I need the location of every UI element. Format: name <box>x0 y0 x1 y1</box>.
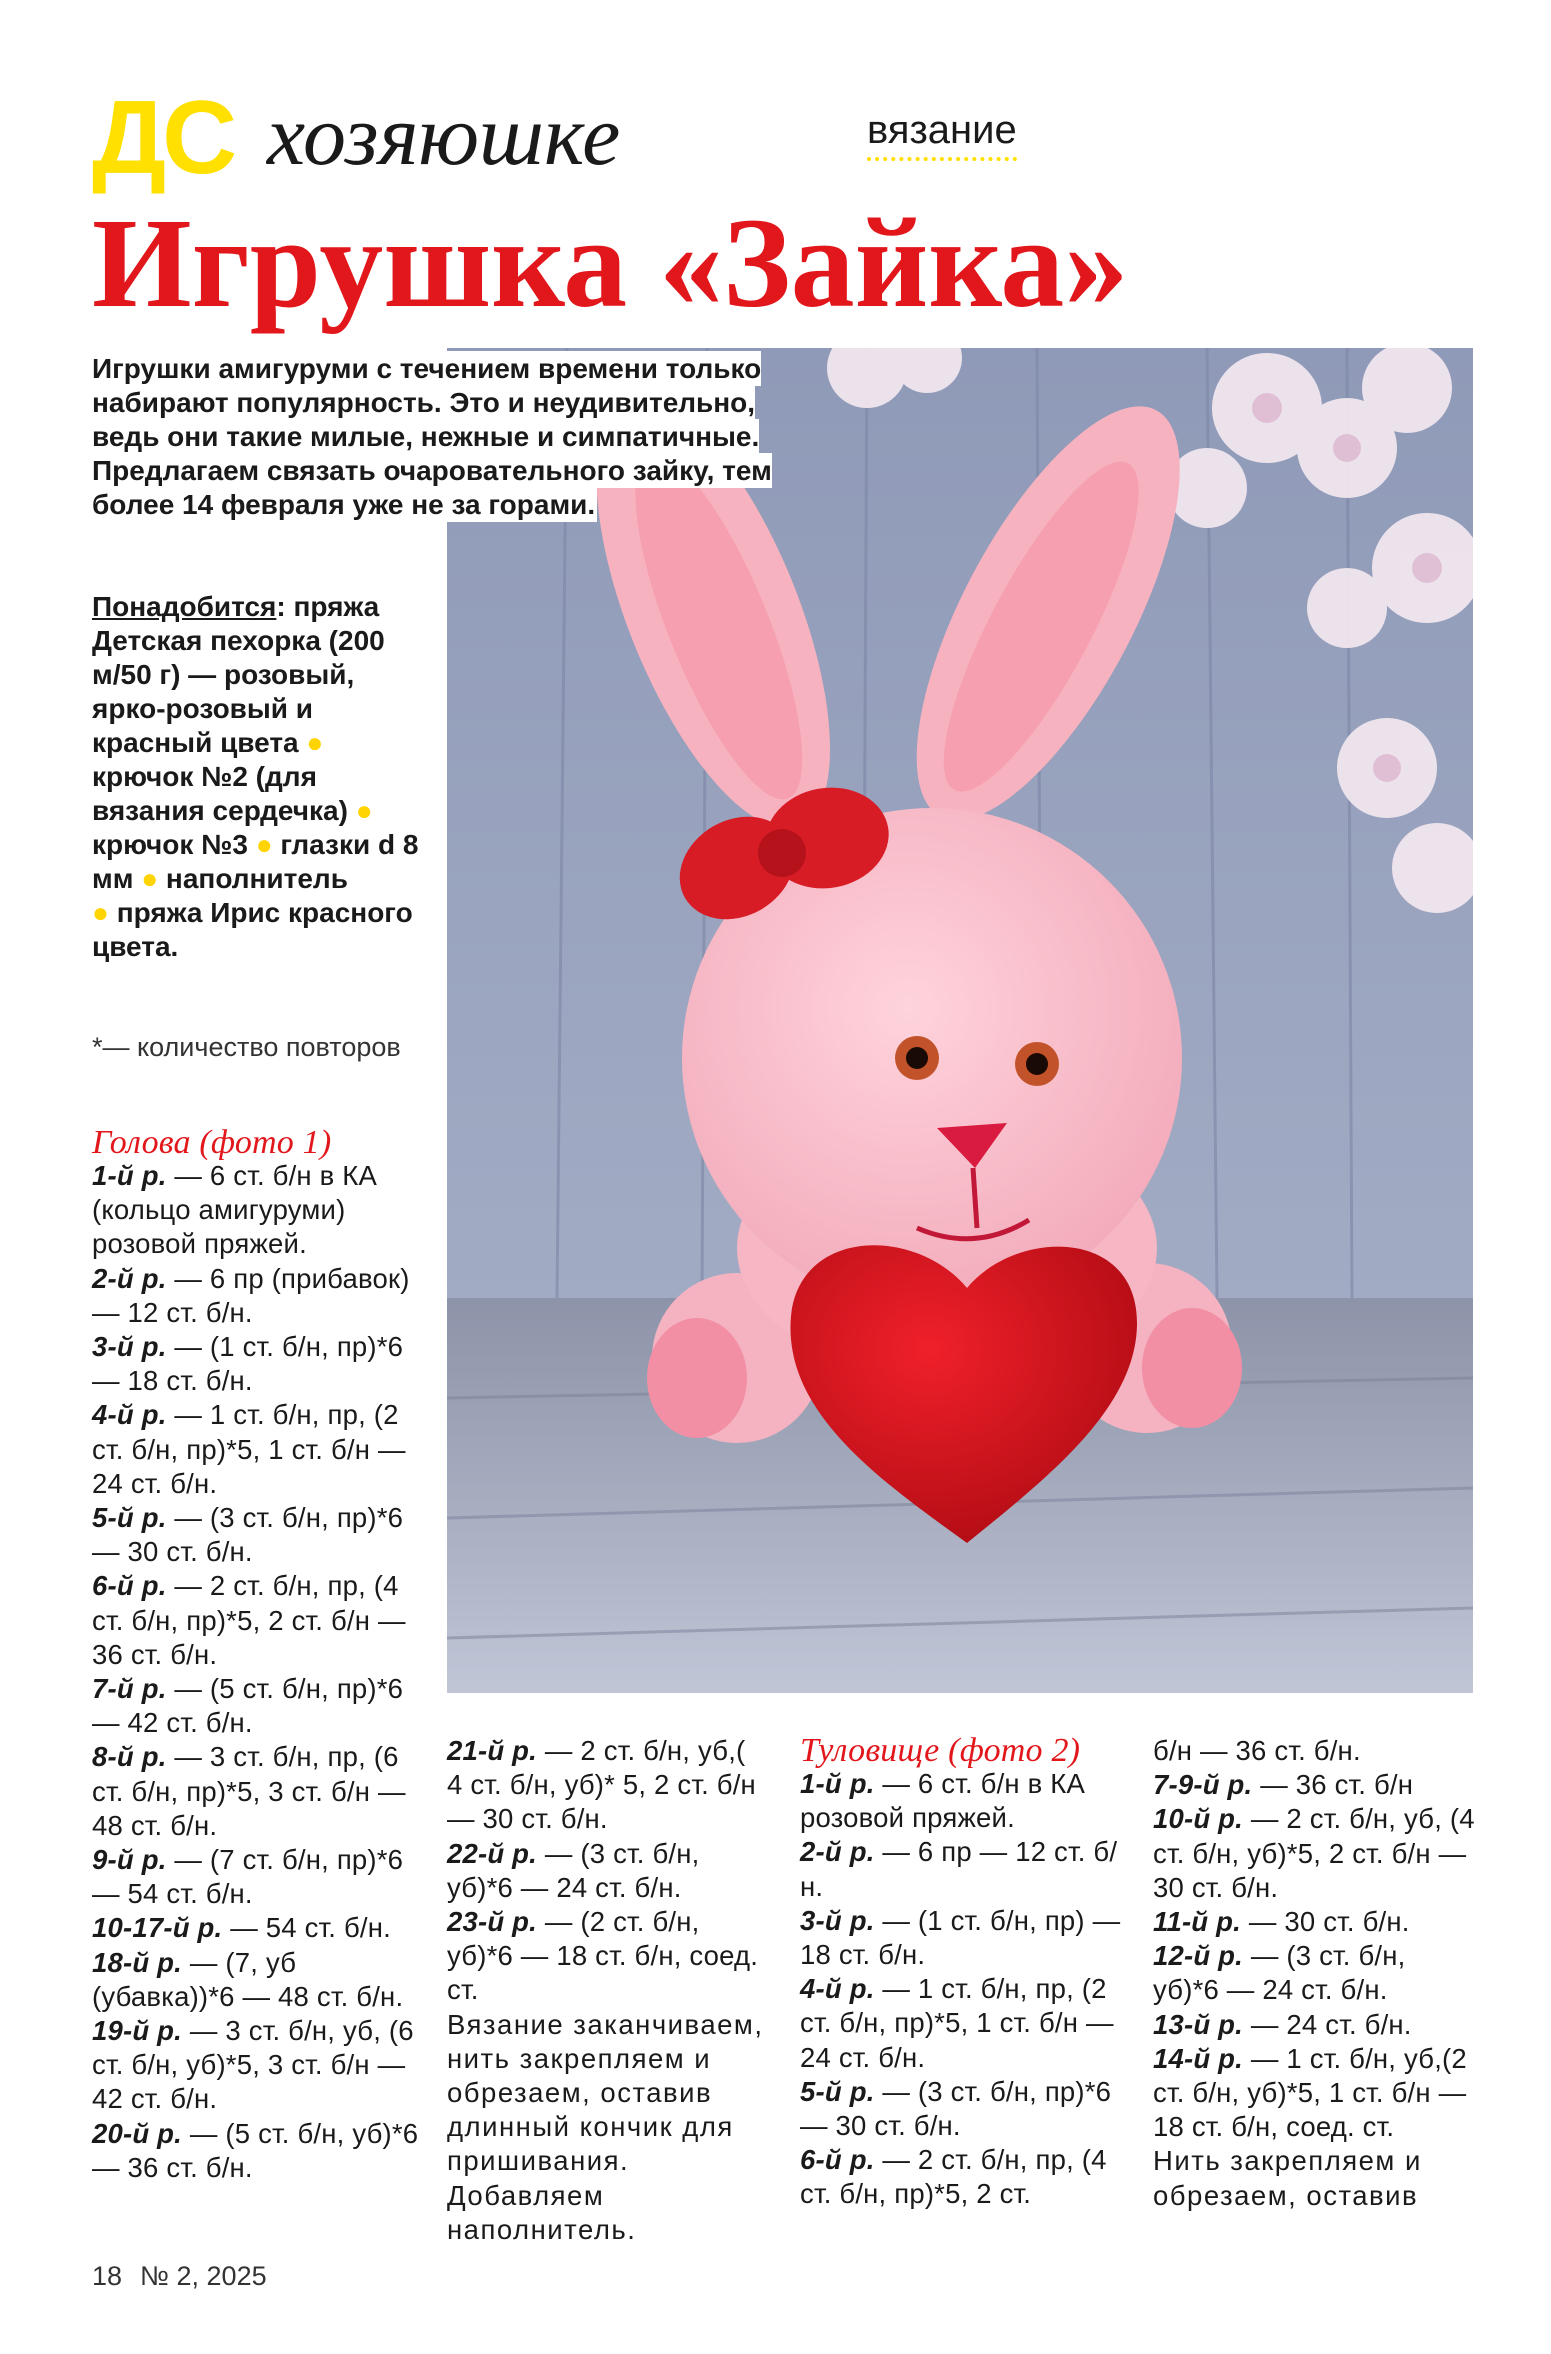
finish-text: Нить закрепляем и обрезаем, оставив <box>1153 2145 1422 2211</box>
bullet-icon: ● <box>141 863 159 894</box>
lead-text: Игрушки амигуруми с течением времени только набирают популярность. Это и неудивительно, ведь они такие милые, нежные и симпатичные. Предлагаем связать очаровательного зайку, тем более 14 февраля уже не за горами. <box>92 353 772 520</box>
instruction-row: 20-й р. — (5 ст. б/н, уб)*6 — 36 ст. б/н. <box>92 2117 419 2183</box>
instruction-row: 4-й р. — 1 ст. б/н, пр, (2 ст. б/н, пр)*5, 1 ст. б/н — 24 ст. б/н. <box>800 1973 1114 2073</box>
instruction-row: 5-й р. — (3 ст. б/н, пр)*6 — 30 ст. б/н. <box>92 1502 404 1568</box>
instruction-row: 3-й р. — (1 ст. б/н, пр)*6 — 18 ст. б/н. <box>92 1331 404 1397</box>
continued-text: б/н — 36 ст. б/н. <box>1153 1735 1361 1766</box>
instruction-row: 5-й р. — (3 ст. б/н, пр)*6 — 30 ст. б/н. <box>800 2075 1112 2142</box>
material-item: пряжа Ирис красного цвета. <box>92 897 413 962</box>
material-item: глазки d 8 мм <box>92 829 419 894</box>
instruction-row: 1-й р. — 6 ст. б/н в КА розовой пряжей. <box>800 1768 1086 1834</box>
instruction-row: 11-й р. — 30 ст. б/н. <box>1153 1906 1410 1938</box>
section-header <box>92 80 1017 196</box>
instruction-row: 19-й р. — 3 ст. б/н, уб, (6 ст. б/н, уб)*5, 3 ст. б/н — 42 ст. б/н. <box>92 2015 414 2115</box>
instructions-column-3 <box>800 1734 1125 2212</box>
instruction-row: 21-й р. — 2 ст. б/н, уб,( 4 ст. б/н, уб)* 5, 2 ст. б/н — 30 ст. б/н. <box>447 1735 756 1835</box>
instruction-row: 8-й р. — 3 ст. б/н, пр, (6 ст. б/н, пр)*5, 3 ст. б/н — 48 ст. б/н. <box>92 1741 406 1841</box>
instruction-row: 1-й р. — 6 ст. б/н в КА (кольцо амигуруми) розовой пряжей. <box>92 1160 378 1260</box>
instruction-row: 10-й р. — 2 ст. б/н, уб, (4 ст. б/н, уб)*5, 2 ст. б/н — 30 ст. б/н. <box>1153 1803 1475 1903</box>
bullet-icon: ● <box>255 829 273 860</box>
material-item: наполнитель <box>165 863 348 894</box>
instruction-row: 6-й р. — 2 ст. б/н, пр, (4 ст. б/н, пр)*5, 2 ст. <box>800 2144 1107 2210</box>
instruction-row: 2-й р. — 6 пр (прибавок) — 12 ст. б/н. <box>92 1262 410 1328</box>
materials-list <box>92 590 422 964</box>
instruction-row: 7-9-й р. — 36 ст. б/н <box>1153 1769 1414 1801</box>
instruction-row: 9-й р. — (7 ст. б/н, пр)*6 — 54 ст. б/н. <box>92 1844 404 1910</box>
magazine-logo: ДС <box>92 80 234 196</box>
article-title: Игрушка «Зайка» <box>92 192 1129 334</box>
instructions-column-4 <box>1153 1734 1478 2213</box>
bullet-icon: ● <box>92 897 109 928</box>
subsection-name: вязание <box>867 107 1017 161</box>
instruction-row: 2-й р. — 6 пр — 12 ст. б/н. <box>800 1836 1118 1902</box>
head-heading: Голова (фото 1) <box>92 1124 332 1161</box>
section-name: хозяюшке <box>267 87 621 183</box>
issue-number: № 2, 2025 <box>140 2261 267 2291</box>
repeat-note: *— количество повторов <box>92 1032 401 1062</box>
instruction-row: 7-й р. — (5 ст. б/н, пр)*6 — 42 ст. б/н. <box>92 1673 404 1739</box>
instruction-row: 18-й р. — (7, уб (убавка))*6 — 48 ст. б/н. <box>92 1946 404 2012</box>
instruction-row: 23-й р. — (2 ст. б/н, уб)*6 — 18 ст. б/н, соед. ст. <box>447 1906 759 2006</box>
instruction-row: 4-й р. — 1 ст. б/н, пр, (2 ст. б/н, пр)*5, 1 ст. б/н — 24 ст. б/н. <box>92 1399 406 1499</box>
instruction-row: 22-й р. — (3 ст. б/н, уб)*6 — 24 ст. б/н. <box>447 1837 700 1903</box>
crochet-bunny-illustration <box>447 348 1473 1693</box>
body-heading: Туловище (фото 2) <box>800 1732 1081 1769</box>
bullet-icon: ● <box>306 727 324 758</box>
instruction-row: 10-17-й р. — 54 ст. б/н. <box>92 1912 391 1944</box>
instruction-row: 12-й р. — (3 ст. б/н, уб)*6 — 24 ст. б/н. <box>1153 1940 1406 2006</box>
page-number: 18 <box>92 2261 123 2291</box>
material-item: крючок №3 <box>92 829 248 860</box>
instruction-row: 14-й р. — 1 ст. б/н, уб,(2 ст. б/н, уб)*5, 1 ст. б/н — 18 ст. б/н, соед. ст. <box>1153 2042 1467 2143</box>
instructions-column-2 <box>447 1734 767 2247</box>
material-item: : пряжа Детская пехорка (200 м/50 г) — розовый, ярко-розовый и красный цвета <box>92 591 385 758</box>
instructions-column-1 <box>92 1126 422 2185</box>
material-item: крючок №2 (для вязания сердечка) <box>92 761 348 826</box>
article-lead <box>92 352 772 522</box>
instruction-row: 13-й р. — 24 ст. б/н. <box>1153 2008 1412 2040</box>
finish-text: Вязание заканчиваем, нить закрепляем и обрезаем, оставив длинный кончик для пришивания. Добавляем наполнитель. <box>447 2008 764 2245</box>
bunny-photo <box>447 348 1473 1693</box>
materials-label: Понадобится <box>92 591 277 622</box>
instruction-row: 3-й р. — (1 ст. б/н, пр) — 18 ст. б/н. <box>800 1904 1121 1971</box>
bullet-icon: ● <box>355 795 373 826</box>
instruction-row: 6-й р. — 2 ст. б/н, пр, (4 ст. б/н, пр)*5, 2 ст. б/н — 36 ст. б/н. <box>92 1570 406 1670</box>
page-footer <box>92 2260 267 2292</box>
